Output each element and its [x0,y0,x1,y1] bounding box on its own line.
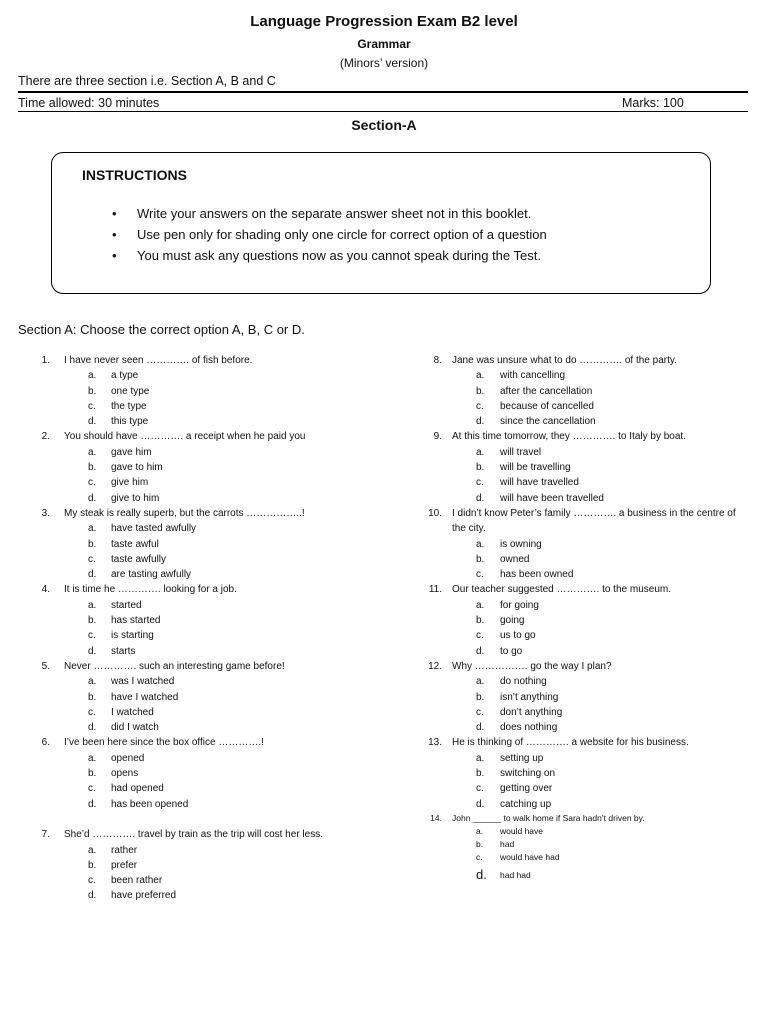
option-letter: c. [476,630,484,642]
option-text: setting up [500,752,544,764]
option-text: us to go [500,630,536,642]
option-letter: c. [88,400,96,412]
question-row [390,353,750,368]
question-number: 6. [41,737,50,749]
answer-option [0,567,360,582]
option-text: for going [500,599,539,611]
question-row [0,353,360,368]
option-text: after the cancellation [500,385,593,397]
option-text: opened [111,752,145,764]
option-text: had had [500,869,531,880]
option-text: with cancelling [500,370,566,382]
option-letter: d. [476,866,487,882]
option-letter: b. [88,859,97,871]
option-letter: a. [88,446,97,458]
answer-option [0,399,360,414]
answer-option [390,644,750,659]
answer-option [390,567,750,582]
question-number: 3. [41,507,50,519]
option-text: have preferred [111,890,177,902]
answer-option [390,445,750,460]
option-text: was I watched [111,676,175,688]
option-letter: d. [88,492,97,504]
option-letter: d. [88,645,97,657]
question-row [0,735,360,750]
answer-option [390,690,750,705]
option-letter: c. [476,477,484,489]
answer-option [390,628,750,643]
answer-option [0,751,360,766]
option-text: going [500,615,525,627]
question-number: 5. [41,660,50,672]
option-letter: a. [88,844,97,856]
answer-option [390,491,750,506]
option-letter: c. [476,783,484,795]
option-text: taste awfully [111,553,167,565]
option-text: prefer [111,859,138,871]
exam-title: Language Progression Exam B2 level [250,13,518,30]
question-text: John ______ to walk home if Sara hadn’t driven by. [452,812,645,823]
question-row [0,429,360,444]
answer-option [0,414,360,429]
option-text: starts [111,645,136,657]
question-number: 8. [433,355,442,366]
option-letter: b. [476,385,485,397]
question-row [390,735,750,750]
question-text: Jane was unsure what to do …………. of the party. [452,355,677,366]
option-text: switching on [500,768,556,780]
question-12 [390,659,750,735]
question-number: 7. [41,829,50,841]
option-letter: b. [88,615,97,627]
option-letter: a. [476,599,485,611]
answer-option [390,720,750,735]
option-letter: c. [476,706,484,718]
question-number: 9. [433,431,442,443]
instructions-box [51,152,711,294]
option-text: this type [111,416,149,428]
answer-option [390,368,750,383]
option-letter: d. [88,890,97,902]
answer-option [0,843,360,858]
question-9 [390,429,750,505]
option-text: will have been travelled [500,492,604,504]
answer-option [390,460,750,475]
option-text: will have travelled [500,477,579,489]
section-a-title: Section A: Choose the correct option A, B, C or D. [18,322,305,337]
option-text: catching up [500,798,552,810]
option-letter: c. [88,706,96,718]
answer-option [390,825,750,838]
question-13 [390,735,750,811]
question-text: He is thinking of …………. a website for his business. [452,737,689,749]
answer-option [390,797,750,812]
answer-option [0,475,360,490]
option-letter: d. [476,798,485,810]
instructions-title: INSTRUCTIONS [82,167,187,183]
divider-top [18,91,748,93]
question-8 [390,353,750,429]
section-heading: Section-A [351,117,417,133]
question-6 [0,735,360,811]
option-letter: c. [88,477,96,489]
option-text: gave to him [111,462,163,474]
option-text: one type [111,385,150,397]
option-text: has started [111,615,161,627]
answer-option [390,851,750,864]
option-text: give him [111,477,149,489]
answer-option [390,414,750,429]
answer-option [0,705,360,720]
option-letter: d. [476,645,485,657]
option-text: the type [111,400,147,412]
answer-option [0,445,360,460]
option-letter: b. [476,691,485,703]
option-letter: a. [88,370,97,382]
question-row [0,582,360,597]
option-letter: c. [88,553,96,565]
divider-bottom [18,111,748,112]
question-row [390,812,750,825]
option-letter: d. [476,492,485,504]
option-letter: c. [476,400,484,412]
exam-subtitle: Grammar [357,37,411,51]
question-text: She’d …………. travel by train as the trip will cost her less. [64,829,323,841]
option-text: getting over [500,783,553,795]
option-letter: d. [476,416,485,428]
question-5 [0,659,360,735]
question-3 [0,506,360,582]
option-text: since the cancellation [500,416,596,428]
question-text: It is time he …………. looking for a job. [64,584,237,596]
option-letter: a. [476,538,485,550]
exam-version: (Minors’ version) [339,56,429,70]
option-letter: a. [88,752,97,764]
option-letter: b. [88,385,97,397]
option-text: been rather [111,875,163,887]
answer-option [390,598,750,613]
question-7 [0,827,360,903]
option-letter: b. [476,838,484,849]
option-letter: a. [88,523,97,535]
answer-option [0,720,360,735]
option-text: does nothing [500,722,558,734]
question-row [390,429,750,444]
question-text: I have never seen …………. of fish before. [64,355,253,366]
option-text: because of cancelled [500,400,594,412]
option-text: is starting [111,630,154,642]
option-text: has been opened [111,798,189,810]
option-text: will be travelling [500,462,571,474]
question-14 [390,812,750,886]
question-number: 4. [41,584,50,596]
answer-option [0,644,360,659]
option-letter: c. [88,630,96,642]
question-row [0,506,360,521]
question-number: 10. [428,507,442,519]
question-text: Our teacher suggested …………. to the museum. [452,584,671,596]
question-number: 12. [428,660,442,672]
option-letter: c. [476,851,483,862]
option-text: do nothing [500,676,547,688]
question-4 [0,582,360,658]
answer-option [390,781,750,796]
option-letter: c. [88,783,96,795]
instructions-list [112,203,547,266]
answer-option [0,368,360,383]
answer-option [390,751,750,766]
option-letter: b. [88,691,97,703]
question-number: 11. [428,584,442,596]
option-text: did I watch [111,722,159,734]
answer-option [0,460,360,475]
answer-option [0,552,360,567]
option-letter: d. [88,798,97,810]
answer-option [390,705,750,720]
option-letter: b. [476,768,485,780]
question-text: I’ve been here since the box office ………….! [64,737,264,749]
option-letter: b. [88,768,97,780]
option-text: rather [111,844,138,856]
option-letter: a. [476,446,485,458]
question-text: Why ……………. go the way I plan? [452,660,612,672]
answer-option [0,537,360,552]
instruction-item: • Use pen only for shading only one circle for correct option of a question [112,224,547,245]
option-text: don’t anything [500,706,563,718]
option-text: have I watched [111,691,179,703]
option-text: had [500,838,515,849]
question-row [0,827,360,842]
option-letter: d. [88,569,97,581]
question-row [0,659,360,674]
answer-option [390,384,750,399]
answer-option [0,598,360,613]
instruction-item: • You must ask any questions now as you cannot speak during the Test. [112,245,547,266]
question-10 [390,506,750,582]
option-letter: a. [88,599,97,611]
question-number: 14. [430,812,442,823]
question-text: My steak is really superb, but the carrots ……………..! [64,507,305,519]
answer-option [0,766,360,781]
question-row [390,582,750,597]
option-letter: a. [88,676,97,688]
questions-column-left [0,353,360,904]
option-text: have tasted awfully [111,523,197,535]
option-text: give to him [111,492,160,504]
questions-column-right [390,353,750,886]
option-letter: a. [476,825,484,836]
option-letter: d. [88,722,97,734]
option-letter: b. [476,615,485,627]
answer-option [390,674,750,689]
option-letter: d. [88,416,97,428]
option-text: had opened [111,783,164,795]
option-text: started [111,599,142,611]
option-text: will travel [500,446,542,458]
bullet-icon: • [112,227,117,242]
option-letter: a. [476,370,485,382]
option-letter: b. [476,553,485,565]
option-letter: d. [476,722,485,734]
question-text: At this time tomorrow, they …………. to Italy by boat. [452,431,686,443]
option-text: isn’t anything [500,691,559,703]
question-2 [0,429,360,505]
question-text: You should have …………. a receipt when he paid you [64,431,306,443]
option-letter: b. [88,538,97,550]
answer-option [0,888,360,903]
time-allowed: Time allowed: 30 minutes [18,96,160,110]
answer-option [0,781,360,796]
answer-option [0,858,360,873]
option-text: to go [500,645,523,657]
answer-option [390,537,750,552]
option-text: would have had [500,851,560,862]
bullet-icon: • [112,206,117,221]
answer-option [390,766,750,781]
option-text: I watched [111,706,154,718]
question-number: 1. [41,355,50,366]
answer-option [0,873,360,888]
option-text: are tasting awfully [111,569,192,581]
answer-option [390,613,750,628]
sections-note: There are three section i.e. Section A, B and C [18,74,276,88]
answer-option [0,674,360,689]
option-letter: b. [476,462,485,474]
option-letter: c. [88,875,96,887]
option-text: gave him [111,446,152,458]
option-text: taste awful [111,538,159,550]
option-text: has been owned [500,569,574,581]
answer-option [0,628,360,643]
option-text: a type [111,370,139,382]
spacer [0,812,360,827]
option-text: owned [500,553,530,565]
marks-total: Marks: 100 [622,96,684,110]
option-letter: c. [476,569,484,581]
question-row [390,659,750,674]
question-1 [0,353,360,429]
question-number: 13. [428,737,442,749]
option-text: opens [111,768,139,780]
question-text: Never …………. such an interesting game before! [64,660,285,672]
option-letter: a. [476,676,485,688]
answer-option [0,491,360,506]
answer-option [390,399,750,414]
question-11 [390,582,750,658]
option-text: would have [500,825,544,836]
option-text: is owning [500,538,542,550]
answer-option [0,384,360,399]
answer-option [390,475,750,490]
answer-option [390,838,750,851]
question-row [390,506,750,535]
answer-option [0,690,360,705]
option-letter: b. [88,462,97,474]
answer-option [0,797,360,812]
instruction-item: • Write your answers on the separate answer sheet not in this booklet. [112,203,547,224]
question-text: I didn’t know Peter’s family …………. a business in the centre of the city. [452,507,736,535]
bullet-icon: • [112,248,117,263]
question-number: 2. [41,431,50,443]
answer-option [390,864,750,886]
answer-option [0,613,360,628]
option-letter: a. [476,752,485,764]
answer-option [0,521,360,536]
answer-option [390,552,750,567]
